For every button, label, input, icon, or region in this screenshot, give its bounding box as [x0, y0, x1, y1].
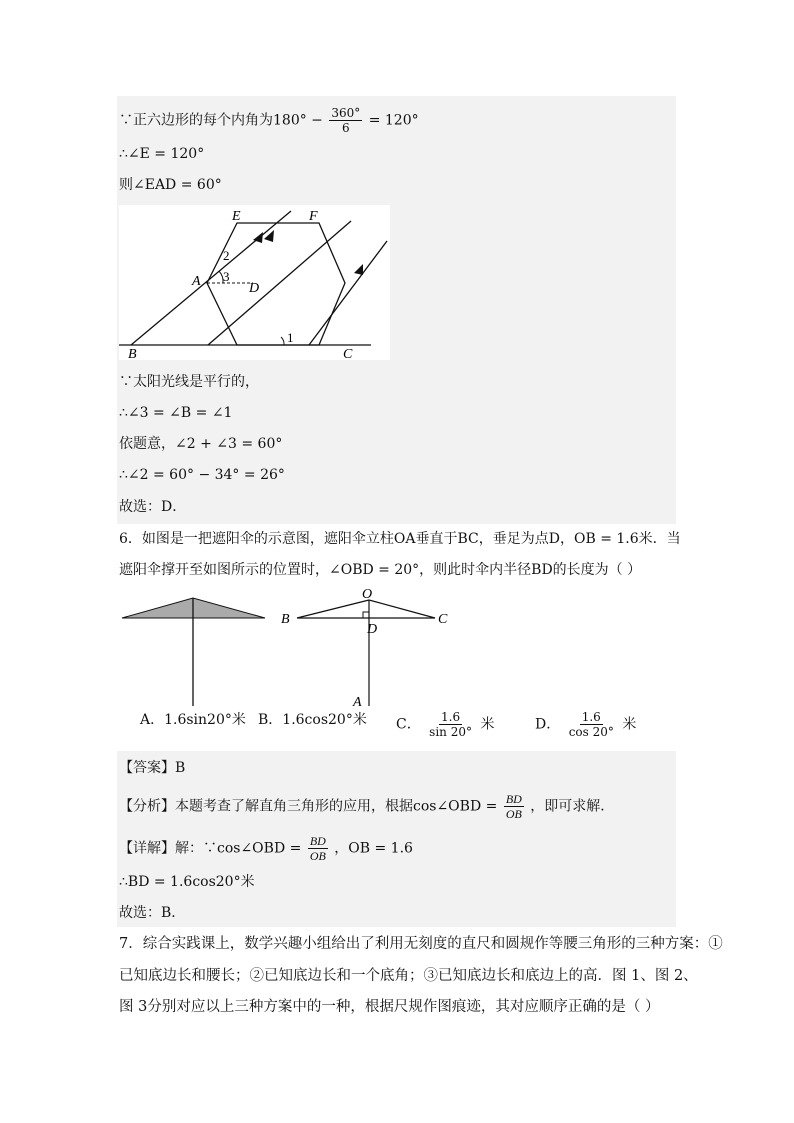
solution-line-1: [119, 106, 419, 135]
label-o: O: [362, 587, 373, 602]
solution-line-5: ∴∠3 = ∠B = ∠1: [119, 405, 233, 421]
hexagon-sunlight-figure: [119, 205, 390, 360]
solution-line-7: ∴∠2 = 60° − 34° = 26°: [119, 467, 285, 483]
label-a: A: [353, 695, 362, 708]
analysis-numerator: BD: [505, 792, 522, 806]
option-d-fraction: [567, 710, 616, 739]
interior-angle-result: = 120°: [368, 112, 419, 129]
option-b: B．1.6cos20°米: [258, 712, 367, 728]
question-7-line-3: 图 3分别对应以上三种方案中的一种，根据尺规作图痕迹，其对应顺序正确的是（ ）: [119, 999, 660, 1015]
fraction-denominator: 6: [341, 121, 350, 135]
label-c: C: [343, 347, 353, 360]
option-a: A．1.6sin20°米: [140, 712, 246, 728]
question-6-stem-1: 6．如图是一把遮阳伞的示意图，遮阳伞立柱OA垂直于BC，垂足为点D，OB = 1.6米．当: [119, 531, 681, 547]
option-c-denominator: sin 20°: [429, 725, 472, 739]
question-6-stem-2: 遮阳伞撑开至如图所示的位置时，∠OBD = 20°，则此时伞内半径BD的长度为（ ）: [119, 562, 642, 578]
right-angle-mark: [363, 612, 369, 618]
label-angle-2: 2: [223, 248, 230, 263]
detail-numerator: BD: [309, 834, 326, 848]
detail-line: [119, 834, 413, 863]
interior-angle-text: ∵正六边形的每个内角为180° −: [119, 112, 323, 129]
label-angle-1: 1: [287, 330, 294, 345]
answer-line: 【答案】B: [119, 760, 186, 776]
option-c-unit: 米: [480, 716, 495, 733]
analysis-line: [119, 792, 614, 821]
solution-line-2: ∴∠E = 120°: [119, 146, 205, 162]
label-b: B: [281, 612, 290, 627]
segment-ob: [297, 600, 369, 618]
umbrella-figure: [117, 586, 463, 708]
option-d-denominator: cos 20°: [568, 725, 614, 739]
label-b: B: [128, 347, 137, 360]
solution-line-6: 依题意，∠2 + ∠3 = 60°: [119, 436, 283, 452]
solution-line-8: 故选：D．: [119, 499, 187, 515]
detail-denominator: OB: [309, 849, 326, 863]
analysis-text: 【分析】本题考查了解直角三角形的应用，根据cos∠OBD =: [119, 798, 498, 815]
option-d-numerator: 1.6: [581, 710, 601, 724]
analysis-fraction: [504, 792, 524, 821]
label-angle-3: 3: [223, 269, 230, 284]
label-d: D: [367, 622, 378, 637]
label-c: C: [438, 612, 448, 627]
option-c-letter: C．: [396, 716, 421, 733]
option-d: [535, 710, 636, 739]
label-a: A: [192, 274, 201, 289]
option-d-unit: 米: [622, 716, 637, 733]
detail-line-2: ∴BD = 1.6cos20°米: [119, 874, 255, 890]
label-d: D: [249, 281, 260, 296]
analysis-tail: ，即可求解．: [530, 798, 615, 815]
option-c-fraction: [427, 710, 474, 739]
segment-oc: [369, 600, 435, 618]
option-c: [396, 710, 494, 739]
label-f: F: [309, 209, 318, 224]
fraction-360-over-6: [329, 106, 362, 135]
option-d-letter: D．: [535, 716, 561, 733]
question-7-line-2: 已知底边长和腰长；②已知底边长和一个底角；③已知底边长和底边上的高．图 1、图 2、: [119, 968, 698, 984]
choice-line: 故选：B．: [119, 905, 186, 921]
detail-fraction: [308, 834, 328, 863]
solution-line-4: ∵太阳光线是平行的，: [119, 374, 259, 390]
option-c-numerator: 1.6: [441, 710, 461, 724]
question-7-line-1: 7．综合实践课上，数学兴趣小组给出了利用无刻度的直尺和圆规作等腰三角形的三种方案：①: [119, 936, 723, 952]
label-e: E: [232, 209, 241, 224]
fraction-numerator: 360°: [331, 106, 361, 120]
detail-text: 【详解】解：∵cos∠OBD =: [119, 840, 302, 857]
detail-tail: ，OB = 1.6: [334, 840, 413, 857]
analysis-denominator: OB: [505, 807, 522, 821]
solution-line-3: 则∠EAD = 60°: [119, 177, 222, 193]
